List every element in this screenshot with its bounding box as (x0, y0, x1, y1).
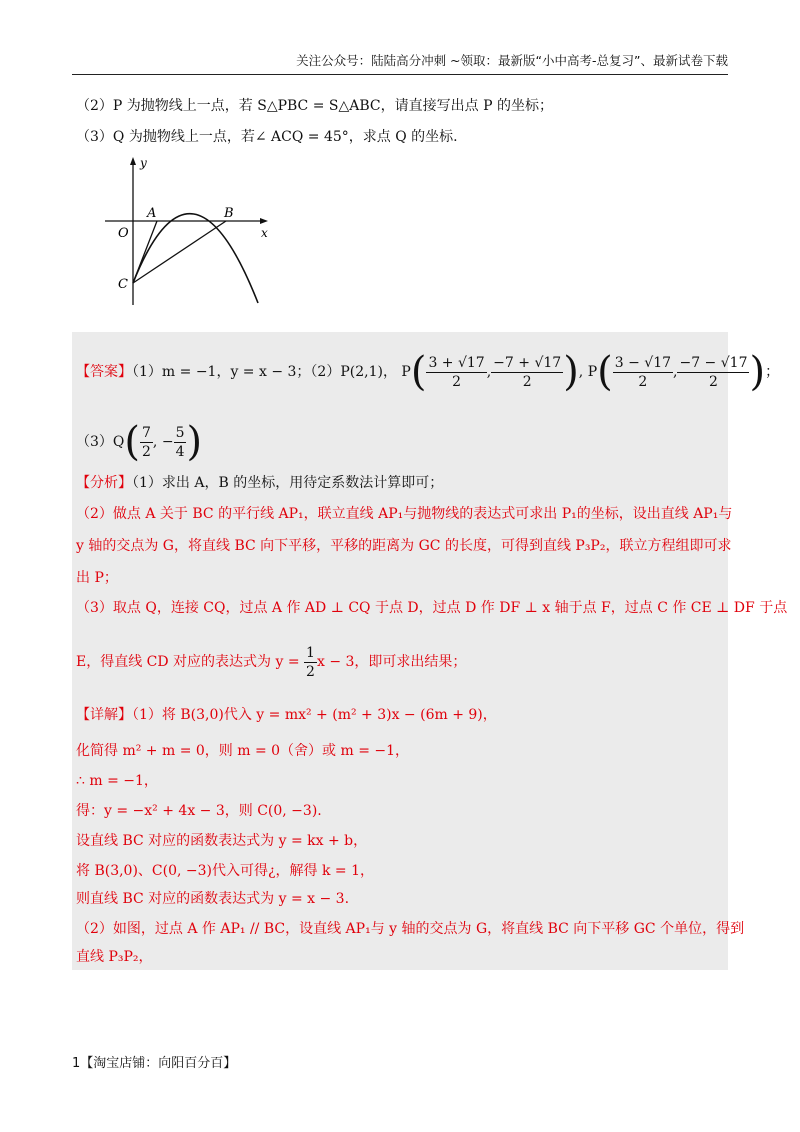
segment-ca (133, 221, 157, 283)
detail-line-2: 化简得 m² + m = 0，则 m = 0（舍）或 m = −1， (76, 743, 410, 759)
p2-frac-2: $\frac{-7 + √17}{2}$ (493, 354, 562, 390)
q-frac-1: $\frac{7}{2}$ (142, 424, 151, 460)
answer-line-1: 【答案】（1）m = −1，y = x − 3；（2）P(2,1)， P( $\frac{3 + √17}{2}$ , $\frac{-7 + √17}{2}$ ), P( $\frac{3 - √17}{2}$ , $\frac{-7 - √17}{2}$ )； (76, 349, 780, 395)
x-axis-arrow (260, 218, 268, 224)
answer-part3: （3）Q (76, 434, 125, 450)
label-a: A (147, 206, 157, 221)
label-c: C (118, 277, 128, 292)
answer-line-2: （3）Q( $\frac{7}{2}$ , − $\frac{5}{4}$ ) (76, 419, 203, 465)
parabola-figure (100, 155, 290, 315)
q-frac-2: $\frac{5}{4}$ (175, 424, 185, 460)
label-x: x (261, 226, 268, 240)
p2-frac-1: $\frac{3 + √17}{2}$ (428, 354, 485, 390)
label-b: B (224, 206, 234, 221)
parabola-curve (133, 214, 258, 303)
analysis-frac: $\frac{1}{2}$ (306, 644, 315, 680)
p3-frac-1: $\frac{3 - √17}{2}$ (614, 354, 672, 390)
analysis-line-6: E，得直线 CD 对应的表达式为 y = $\frac{1}{2}$ x − 3，即可求出结果； (76, 644, 467, 680)
y-axis-arrow (130, 157, 136, 165)
page-header (72, 52, 728, 75)
analysis-line-1: 【分析】（1）求出 A，B 的坐标，用待定系数法计算即可； (76, 475, 444, 491)
question-3: （3）Q 为抛物线上一点，若∠ ACQ = 45°，求点 Q 的坐标. (76, 129, 458, 145)
analysis-line-4: 出 P； (76, 570, 118, 586)
detail-line-5: 设直线 BC 对应的函数表达式为 y = kx + b， (76, 833, 368, 849)
answer-part1: （1）m = −1，y = x − 3；（2）P(2,1)， (132, 364, 397, 380)
page-footer: 1【淘宝店铺：向阳百分百】 (72, 1056, 237, 1071)
detail-line-1: 【详解】（1）将 B(3,0)代入 y = mx² + (m² + 3)x − (6m + 9)， (76, 707, 497, 723)
detail-line-8: （2）如图，过点 A 作 AP₁ // BC，设直线 AP₁与 y 轴的交点为 G，将直线 BC 向下平移 GC 个单位，得到 (76, 921, 745, 937)
question-2: （2）P 为抛物线上一点，若 S△PBC = S△ABC，请直接写出点 P 的坐标； (76, 98, 553, 114)
detail-line-9: 直线 P₃P₂， (76, 949, 153, 965)
detail-line-7: 则直线 BC 对应的函数表达式为 y = x − 3. (76, 891, 350, 907)
analysis-line-5: （3）取点 Q，连接 CQ，过点 A 作 AD ⊥ CQ 于点 D，过点 D 作 DF ⊥ x 轴于点 F，过点 C 作 CE ⊥ DF 于点 (76, 600, 788, 616)
analysis-line-3: y 轴的交点为 G，将直线 BC 向下平移，平移的距离为 GC 的长度，可得到直线 P₃P₂，联立方程组即可求 (76, 538, 732, 554)
p3-frac-2: $\frac{-7 - √17}{2}$ (679, 354, 748, 390)
detail-line-6: 将 B(3,0)、C(0, −3)代入可得¿，解得 k = 1， (76, 863, 374, 879)
detail-line-4: 得：y = −x² + 4x − 3，则 C(0, −3). (76, 803, 322, 819)
label-o: O (118, 226, 129, 241)
label-y: y (140, 156, 147, 170)
answer-p2-label: P (401, 364, 411, 380)
detail-line-3: ∴ m = −1， (76, 773, 158, 789)
header-text: 关注公众号：陆陆高分冲刺 ~领取：最新版“小中高考-总复习”、最新试卷下载 (296, 53, 728, 68)
answer-tag: 【答案】 (76, 364, 132, 380)
analysis-line-2: （2）做点 A 关于 BC 的平行线 AP₁，联立直线 AP₁与抛物线的表达式可求出 P₁的坐标，设出直线 AP₁与 (76, 506, 733, 522)
answer-p3-label: P (587, 364, 598, 380)
